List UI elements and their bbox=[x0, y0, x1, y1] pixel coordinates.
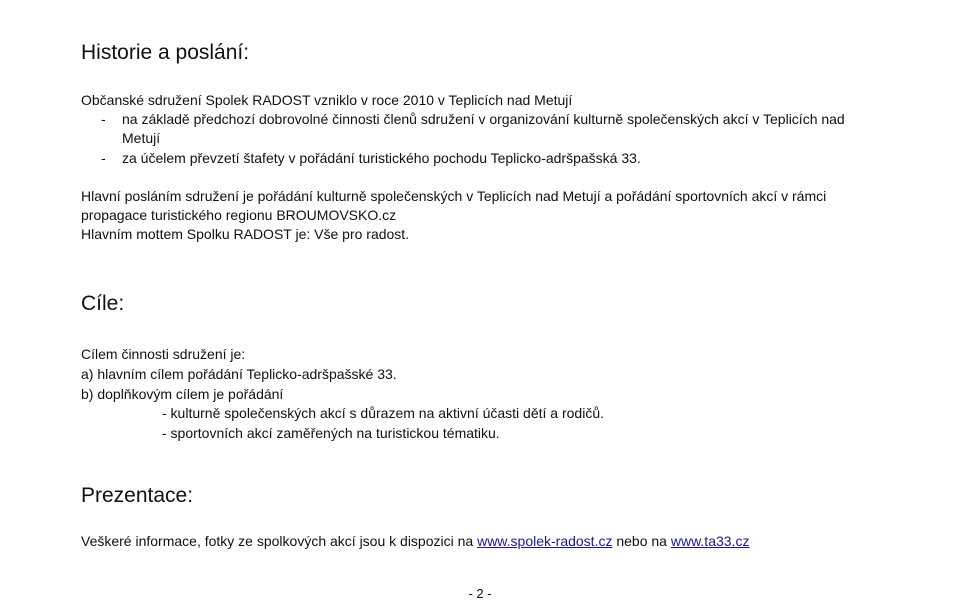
bullet-marker: - bbox=[101, 150, 106, 166]
history-heading: Historie a poslání: bbox=[81, 41, 250, 64]
mission-line-1: Hlavní posláním sdružení je pořádání kulturně společenských v Teplicích nad Metují a pořádání sportovních akcí v rámci bbox=[81, 188, 827, 204]
presentation-text-before: Veškeré informace, fotky ze spolkových akcí jsou k dispozici na bbox=[81, 533, 478, 549]
history-bullet-2: za účelem převzetí štafety v pořádání turistického pochodu Teplicko-adršpašská 33. bbox=[122, 150, 641, 166]
goals-intro: Cílem činnosti sdružení je: bbox=[81, 346, 246, 362]
page-number: - 2 - bbox=[468, 586, 492, 601]
presentation-text-between: nebo na bbox=[612, 533, 671, 549]
goal-a: a) hlavním cílem pořádání Teplicko-adršpašské 33. bbox=[81, 366, 397, 382]
history-bullet-1-line-2: Metují bbox=[122, 130, 161, 146]
history-bullet-1-line-1: na základě předchozí dobrovolné činnosti členů sdružení v organizování kulturně společenských akcí v Teplicích nad bbox=[122, 111, 845, 127]
ta33-link[interactable]: www.ta33.cz bbox=[670, 533, 750, 549]
presentation-text bbox=[81, 532, 749, 550]
presentation-heading: Prezentace: bbox=[81, 484, 194, 507]
history-intro: Občanské sdružení Spolek RADOST vzniklo v roce 2010 v Teplicích nad Metují bbox=[81, 92, 573, 108]
goal-b: b) doplňkovým cílem je pořádání bbox=[81, 386, 284, 402]
bullet-marker: - bbox=[101, 111, 106, 127]
goals-heading: Cíle: bbox=[81, 292, 125, 315]
mission-line-2: propagace turistického regionu BROUMOVSKO.cz bbox=[81, 207, 397, 223]
spolek-radost-link[interactable]: www.spolek-radost.cz bbox=[477, 533, 613, 549]
goal-b-sub-1: - kulturně společenských akcí s důrazem na aktivní účasti dětí a rodičů. bbox=[162, 405, 604, 421]
goal-b-sub-2: - sportovních akcí zaměřených na turistickou tématiku. bbox=[162, 425, 500, 441]
motto: Hlavním mottem Spolku RADOST je: Vše pro radost. bbox=[81, 226, 410, 242]
